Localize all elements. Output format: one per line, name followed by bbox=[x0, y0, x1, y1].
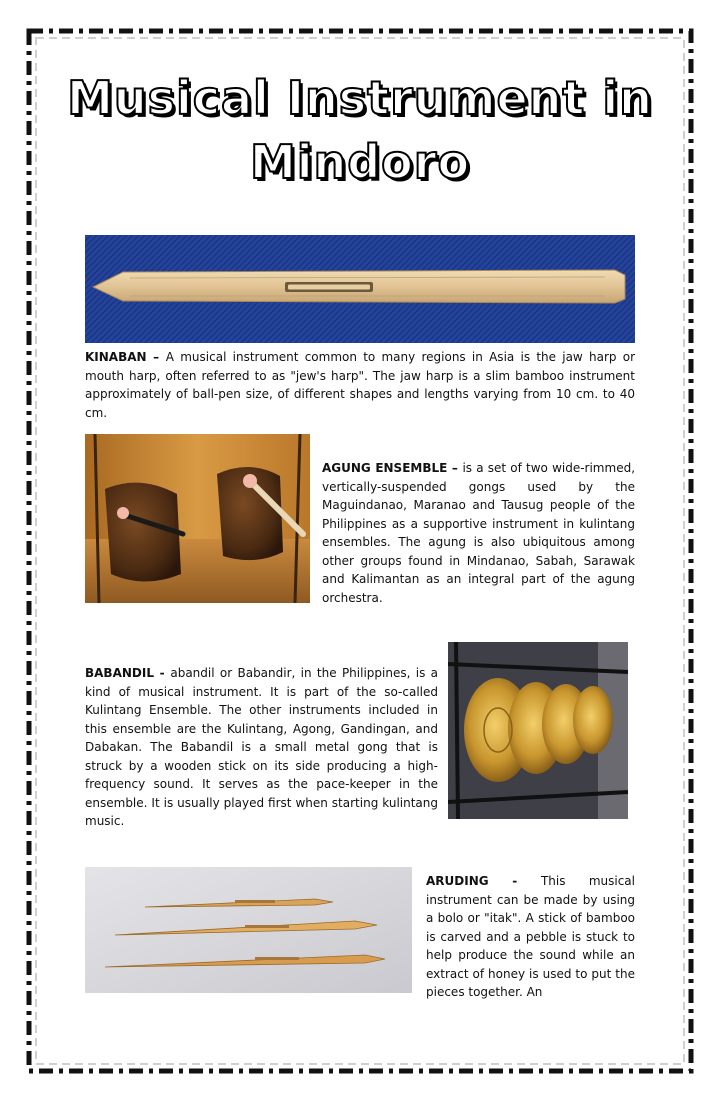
page-title-line-2: Mindoro bbox=[249, 135, 471, 189]
kinaban-heading: KINABAN bbox=[85, 350, 147, 364]
jaw-harp-photo bbox=[85, 235, 635, 343]
aruding-description: ARUDING - This musical instrument can be made by using a bolo or "itak". A stick of bamboo is carved and a pebble is stuck to help produce the sound while an extract of honey is used to put the pieces together. An bbox=[426, 874, 635, 999]
kinaban-text: A musical instrument common to many regions in Asia is the jaw harp or mouth harp, often referred to as "jew's harp". The jaw harp is a slim bamboo instrument approximately of ball-pen size, of different shapes and lengths varying from 10 cm. to 40 cm. bbox=[85, 350, 636, 420]
babandil-gongs-photo bbox=[448, 642, 628, 819]
babandil-heading: BABANDIL bbox=[85, 666, 154, 680]
babandil-description: BABANDIL - abandil or Babandir, in the Philippines, is a kind of musical instrument. It is part of the so-called Kulintang Ensemble. The other instruments included in this ensemble are the Kulintang, Agong, Gandingan, and Dabakan. The Babandil is a small metal gong that is struck by a wooden stick on its side producing a high-frequency sound. It serves as the pace-keeper in the ensemble. It is usually played first when starting kulintang music. bbox=[85, 666, 438, 828]
agung-gongs-photo bbox=[85, 434, 310, 603]
aruding-heading: ARUDING bbox=[426, 874, 489, 888]
aruding-sticks-photo bbox=[85, 867, 412, 993]
aruding-text: This musical instrument can be made by using a bolo or "itak". A stick of bamboo is carved and a pebble is stuck to help produce the sound while an extract of honey is used to put the pieces together. An bbox=[426, 874, 635, 999]
agung-text: is a set of two wide-rimmed, vertically-suspended gongs used by the Maguindanao, Maranao and Tausug people of the Philippines as a supportive instrument in kulintang ensembles. The agung is also ubiquitous among other groups found in Mindanao, Sabah, Sarawak and Kalimantan as an integral part of the agung orchestra. bbox=[322, 461, 636, 605]
page-title-line-1: Musical Instrument in bbox=[67, 71, 653, 125]
agung-heading: AGUNG ENSEMBLE bbox=[322, 461, 448, 475]
babandil-text: abandil or Babandir, in the Philippines, is a kind of musical instrument. It is part of the so-called Kulintang Ensemble. The other instruments included in this ensemble are the Kulintang, Agong, Gandingan, and Dabakan. The Babandil is a small metal gong that is struck by a wooden stick on its side producing a high-frequency sound. It serves as the pace-keeper in the ensemble. It is usually played first when starting kulintang music. bbox=[85, 666, 438, 828]
agung-description: AGUNG ENSEMBLE – is a set of two wide-rimmed, vertically-suspended gongs used by the Maguindanao, Maranao and Tausug people of the Philippines as a supportive instrument in kulintang ensembles. The agung is also ubiquitous among other groups found in Mindanao, Sabah, Sarawak and Kalimantan as an integral part of the agung orchestra. bbox=[322, 461, 636, 605]
kinaban-description: KINABAN – A musical instrument common to many regions in Asia is the jaw harp or mouth harp, often referred to as "jew's harp". The jaw harp is a slim bamboo instrument approximately of ball-pen size, of different shapes and lengths varying from 10 cm. to 40 cm. bbox=[85, 350, 636, 420]
